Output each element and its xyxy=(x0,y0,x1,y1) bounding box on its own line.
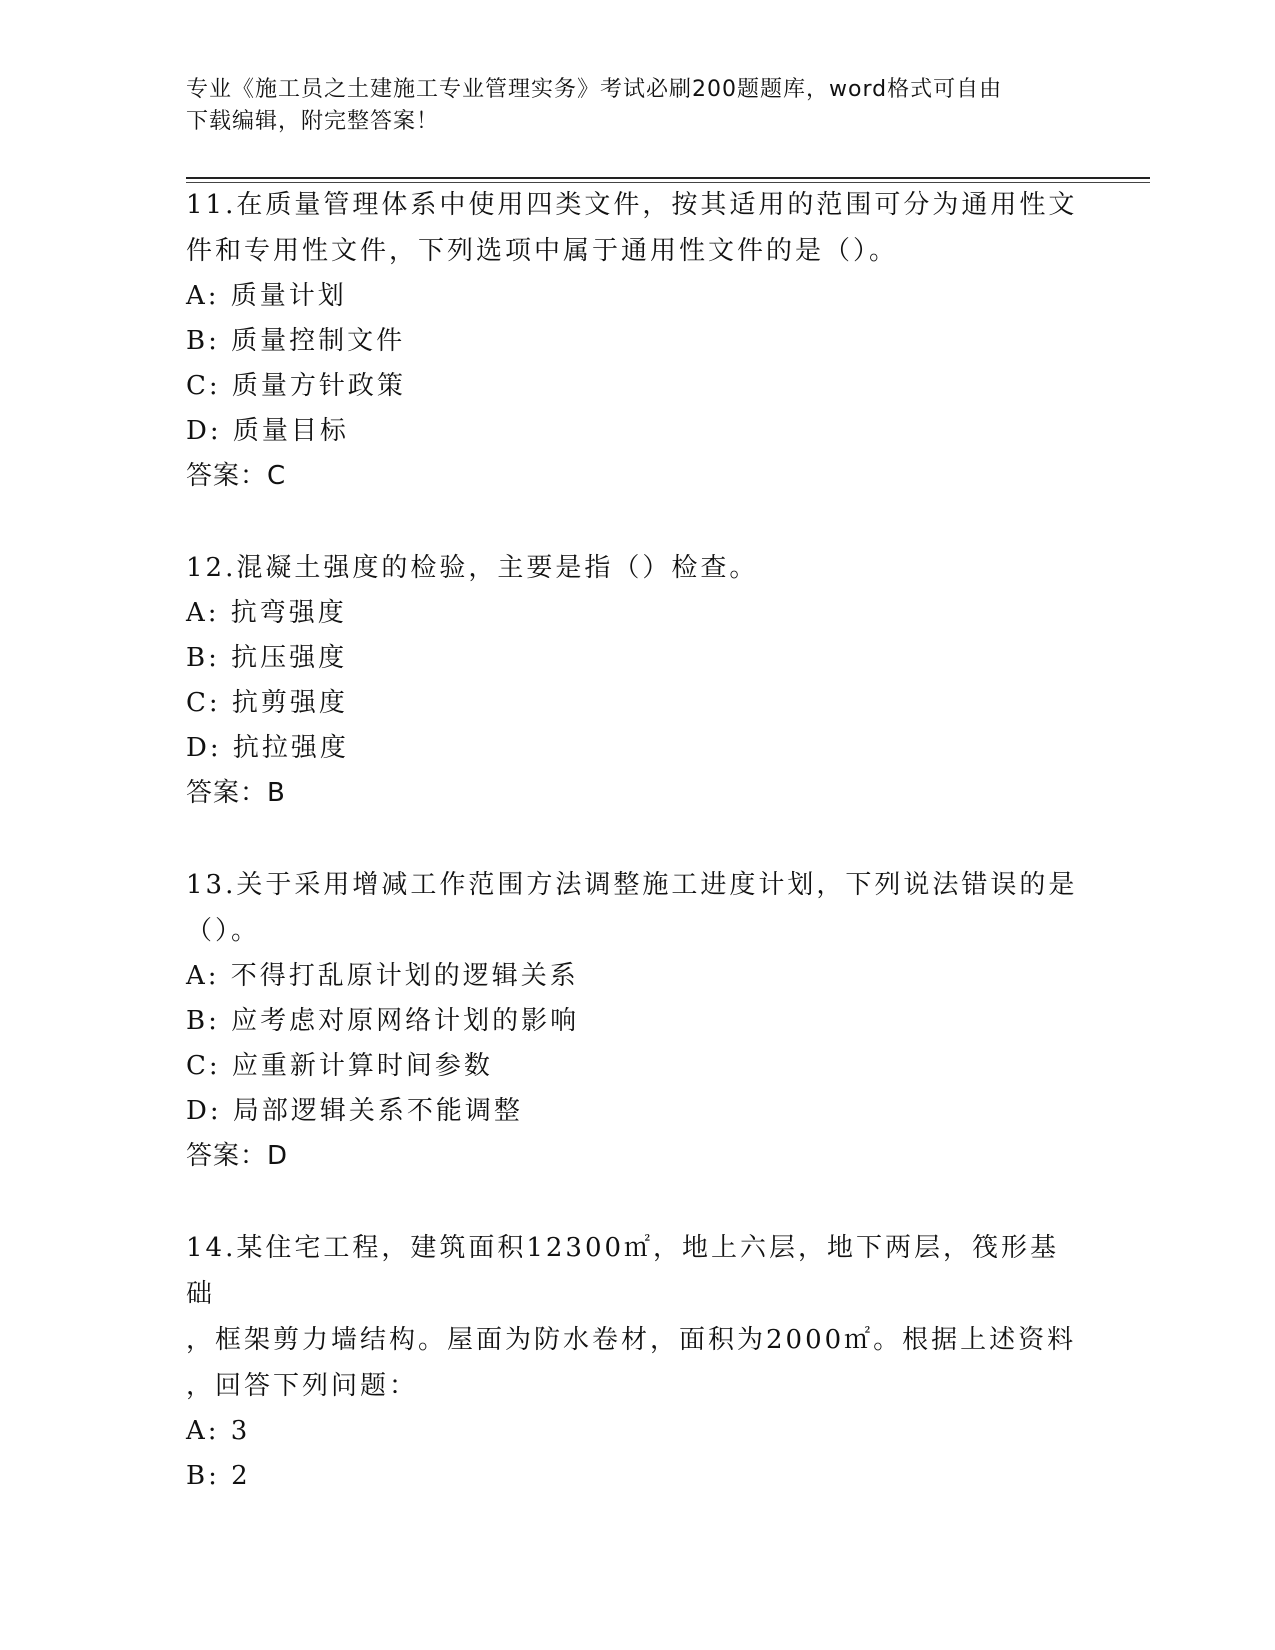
option-b: B: 抗压强度 xyxy=(186,643,348,673)
answer: 答案：B xyxy=(186,778,286,808)
question-14 xyxy=(186,1225,1086,1499)
question-stem: ，框架剪力墙结构。屋面为防水卷材，面积为2000㎡。根据上述资料 xyxy=(186,1325,1077,1355)
document-header xyxy=(186,74,1066,138)
question-12 xyxy=(186,545,1086,816)
question-stem: 件和专用性文件，下列选项中属于通用性文件的是（）。 xyxy=(186,236,899,266)
header-divider-thick xyxy=(186,177,1150,179)
option-c: C: 质量方针政策 xyxy=(186,371,406,401)
header-line-2: 下载编辑，附完整答案！ xyxy=(186,109,440,134)
question-stem: 12.混凝土强度的检验，主要是指（）检查。 xyxy=(186,553,759,583)
option-a: A: 质量计划 xyxy=(186,281,347,311)
option-b: B: 质量控制文件 xyxy=(186,326,406,356)
option-d: D: 抗拉强度 xyxy=(186,733,349,763)
question-stem: ，回答下列问题： xyxy=(186,1371,419,1401)
option-b: B: 应考虑对原网络计划的影响 xyxy=(186,1006,580,1036)
option-d: D: 质量目标 xyxy=(186,416,349,446)
question-stem: 14.某住宅工程，建筑面积12300㎡，地上六层，地下两层，筏形基础 xyxy=(186,1233,1060,1309)
option-a: A: 不得打乱原计划的逻辑关系 xyxy=(186,961,579,991)
option-b: B: 2 xyxy=(186,1461,251,1491)
option-a: A: 抗弯强度 xyxy=(186,598,347,628)
question-13 xyxy=(186,862,1086,1179)
question-stem: 13.关于采用增减工作范围方法调整施工进度计划，下列说法错误的是 xyxy=(186,870,1078,900)
question-11 xyxy=(186,182,1086,499)
question-stem: （）。 xyxy=(186,916,261,946)
option-d: D: 局部逻辑关系不能调整 xyxy=(186,1096,523,1126)
option-c: C: 抗剪强度 xyxy=(186,688,348,718)
header-line-1: 专业《施工员之土建施工专业管理实务》考试必刷200题题库，word格式可自由 xyxy=(186,77,1003,102)
option-a: A: 3 xyxy=(186,1416,251,1446)
option-c: C: 应重新计算时间参数 xyxy=(186,1051,493,1081)
answer: 答案：D xyxy=(186,1141,289,1171)
answer: 答案：C xyxy=(186,461,287,491)
question-stem: 11.在质量管理体系中使用四类文件，按其适用的范围可分为通用性文 xyxy=(186,190,1078,220)
